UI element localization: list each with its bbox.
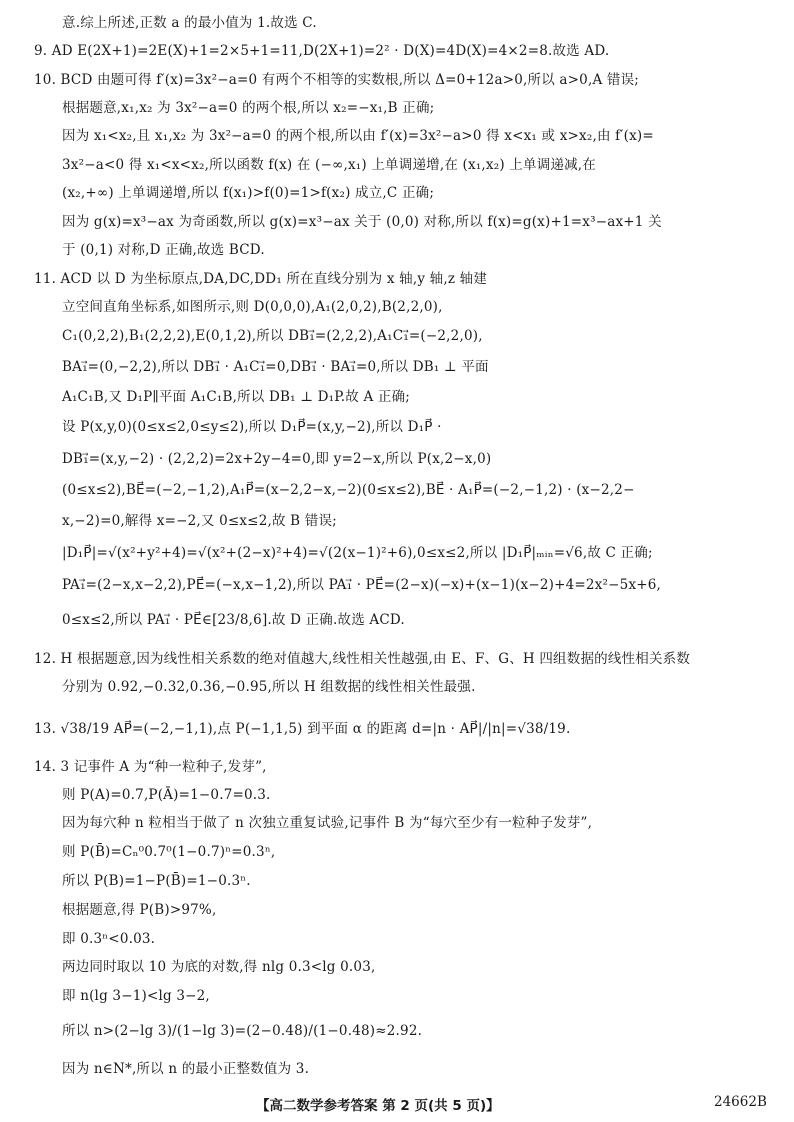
text-line: 设 P(x,y,0)(0≤x≤2,0≤y≤2),所以 D₁P⃗=(x,y,−2),所以 D₁P⃗ ·: [62, 419, 442, 435]
text-line: 即 n(lg 3−1)<lg 3−2,: [62, 988, 210, 1004]
text-line: 根据题意,得 P(B)>97%,: [62, 902, 217, 918]
text-line: x,−2)=0,解得 x=−2,又 0≤x≤2,故 B 错误;: [62, 513, 337, 529]
text-line: DB₁⃗=(x,y,−2) · (2,2,2)=2x+2y−4=0,即 y=2−x,所以 P(x,2−x,0): [62, 451, 492, 467]
text-line: 因为每穴种 n 粒相当于做了 n 次独立重复试验,记事件 B 为“每穴至少有一粒种子发芽”,: [62, 815, 593, 831]
text-line: 立空间直角坐标系,如图所示,则 D(0,0,0),A₁(2,0,2),B(2,2,0),: [62, 299, 443, 315]
text-line: 因为 n∈N*,所以 n 的最小正整数值为 3.: [62, 1061, 310, 1077]
text-line: (x₂,+∞) 上单调递增,所以 f(x₁)>f(0)=1>f(x₂) 成立,C 正确;: [62, 185, 435, 201]
text-line: (0≤x≤2),BE⃗=(−2,−1,2),A₁P⃗=(x−2,2−x,−2)(0≤x≤2),BE⃗ · A₁P⃗=(−2,−1,2) · (x−2,2−: [62, 482, 635, 498]
text-line: 则 P(B̄)=Cₙ⁰0.7⁰(1−0.7)ⁿ=0.3ⁿ,: [62, 844, 276, 860]
text-line: 0≤x≤2,所以 PA₁⃗ · PE⃗∈[23/8,6].故 D 正确.故选 ACD.: [62, 612, 405, 628]
text-line: 所以 n>(2−lg 3)/(1−lg 3)=(2−0.48)/(1−0.48)≈2.92.: [62, 1023, 423, 1039]
answer-10: 10. BCD 由题可得 f′(x)=3x²−a=0 有两个不相等的实数根,所以 Δ=0+12a>0,所以 a>0,A 错误;: [34, 72, 640, 88]
footer-page-info: 【高二数学参考答案 第 2 页(共 5 页)】: [256, 1098, 500, 1114]
text-line: 根据题意,x₁,x₂ 为 3x²−a=0 的两个根,所以 x₂=−x₁,B 正确;: [62, 100, 435, 116]
text-line: 分别为 0.92,−0.32,0.36,−0.95,所以 H 组数据的线性相关性最强.: [62, 679, 476, 695]
text-line: 因为 g(x)=x³−ax 为奇函数,所以 g(x)=x³−ax 关于 (0,0) 对称,所以 f(x)=g(x)+1=x³−ax+1 关: [62, 214, 662, 230]
text-line: 意.综上所述,正数 a 的最小值为 1.故选 C.: [62, 15, 317, 31]
text-line: A₁C₁B,又 D₁P∥平面 A₁C₁B,所以 DB₁ ⊥ D₁P.故 A 正确;: [62, 389, 411, 405]
text-line: BA₁⃗=(0,−2,2),所以 DB₁⃗ · A₁C₁⃗=0,DB₁⃗ · BA₁⃗=0,所以 DB₁ ⊥ 平面: [62, 359, 489, 375]
text-line: 两边同时取以 10 为底的对数,得 nlg 0.3<lg 0.03,: [62, 959, 376, 975]
text-line: 即 0.3ⁿ<0.03.: [62, 931, 156, 947]
answer-11: 11. ACD 以 D 为坐标原点,DA,DC,DD₁ 所在直线分别为 x 轴,y 轴,z 轴建: [34, 271, 488, 287]
text-line: PA₁⃗=(2−x,x−2,2),PE⃗=(−x,x−1,2),所以 PA₁⃗ · PE⃗=(2−x)(−x)+(x−1)(x−2)+4=2x²−5x+6,: [62, 577, 662, 593]
text-line: 则 P(A)=0.7,P(Ā)=1−0.7=0.3.: [62, 787, 271, 803]
text-line: 于 (0,1) 对称,D 正确,故选 BCD.: [62, 242, 265, 258]
answer-14: 14. 3 记事件 A 为“种一粒种子,发芽”,: [34, 759, 267, 775]
answer-13: 13. √38/19 AP⃗=(−2,−1,1),点 P(−1,1,5) 到平面 α 的距离 d=|n · AP⃗|/|n|=√38/19.: [34, 721, 571, 737]
answer-12: 12. H 根据题意,因为线性相关系数的绝对值越大,线性相关性越强,由 E、F、G、H 四组数据的线性相关系数: [34, 651, 691, 667]
text-line: 因为 x₁<x₂,且 x₁,x₂ 为 3x²−a=0 的两个根,所以由 f′(x)=3x²−a>0 得 x<x₁ 或 x>x₂,由 f′(x)=: [62, 128, 654, 144]
footer-code: 24662B: [714, 1094, 767, 1110]
text-line: |D₁P⃗|=√(x²+y²+4)=√(x²+(2−x)²+4)=√(2(x−1)²+6),0≤x≤2,所以 |D₁P⃗|ₘᵢₙ=√6,故 C 正确;: [62, 545, 653, 561]
text-line: C₁(0,2,2),B₁(2,2,2),E(0,1,2),所以 DB₁⃗=(2,2,2),A₁C₁⃗=(−2,2,0),: [62, 328, 483, 344]
text-line: 所以 P(B)=1−P(B̄)=1−0.3ⁿ.: [62, 873, 251, 889]
answer-9: 9. AD E(2X+1)=2E(X)+1=2×5+1=11,D(2X+1)=2² · D(X)=4D(X)=4×2=8.故选 AD.: [34, 43, 610, 59]
text-line: 3x²−a<0 得 x₁<x<x₂,所以函数 f(x) 在 (−∞,x₁) 上单调递增,在 (x₁,x₂) 上单调递减,在: [62, 157, 596, 173]
